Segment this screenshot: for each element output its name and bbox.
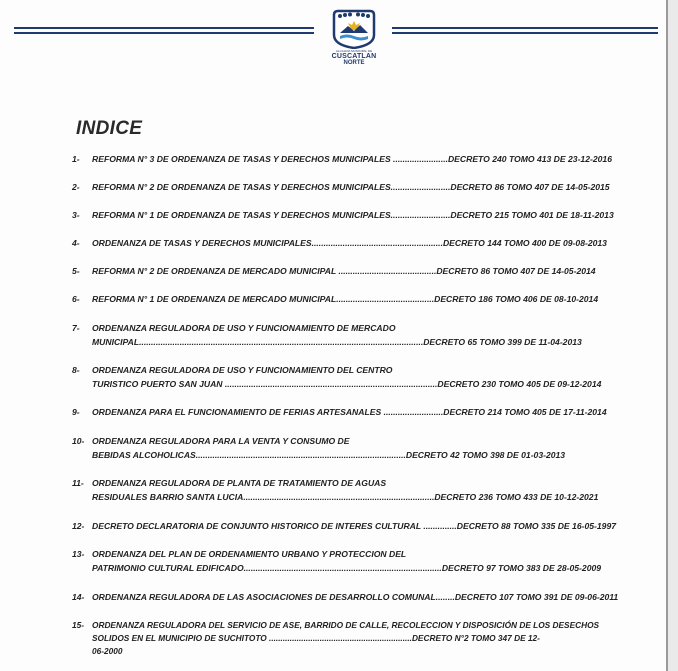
- entry-number: 14-: [72, 592, 85, 602]
- entry-number: 9-: [72, 407, 80, 417]
- entry-text: REFORMA N° 1 DE ORDENANZA DE MERCADO MUNICIPAL.........................................DECRETO 186 TOMO 406 DE 08-10-2014: [92, 294, 599, 304]
- entry-text-cont: PATRIMONIO CULTURAL EDIFICADO...................................................................................DECRETO 97 TOMO 383 DE 28-05-2009: [92, 563, 602, 573]
- entry-number: 12-: [72, 521, 85, 531]
- page-edge: [668, 0, 678, 671]
- entry-text: ORDENANZA PARA EL FUNCIONAMIENTO DE FERIAS ARTESANALES .........................DECRETO 214 TOMO 405 DE 17-11-2014: [92, 407, 607, 417]
- entry-text: ORDENANZA REGULADORA DEL SERVICIO DE ASE, BARRIDO DE CALLE, RECOLECCION Y DISPOSICIÓN DE LOS DESECHOS: [92, 620, 600, 630]
- entry-text: ORDENANZA DE TASAS Y DERECHOS MUNICIPALES.......................................................DECRETO 144 TOMO 400 DE 09-08-2013: [92, 238, 607, 248]
- entry-text: ORDENANZA REGULADORA DE LAS ASOCIACIONES DE DESARROLLO COMUNAL........DECRETO 107 TOMO 391 DE 09-06-2011: [92, 592, 619, 602]
- entry-text-cont: BEBIDAS ALCOHOLICAS........................................................................................DECRETO 42 TOMO 398 DE 01-03-2013: [92, 450, 566, 460]
- entry-number: 2-: [72, 182, 80, 192]
- entry-text: REFORMA N° 3 DE ORDENANZA DE TASAS Y DERECHOS MUNICIPALES .......................DECRETO 240 TOMO 413 DE 23-12-2016: [92, 154, 612, 164]
- entry-number: 5-: [72, 266, 80, 276]
- entry-text: ORDENANZA REGULADORA DE USO Y FUNCIONAMIENTO DEL CENTRO: [92, 365, 393, 375]
- municipal-logo: [326, 9, 382, 73]
- entry-number: 13-: [72, 549, 85, 559]
- entry-number: 11-: [72, 478, 84, 488]
- entry-text: ORDENANZA REGULADORA PARA LA VENTA Y CONSUMO DE: [92, 436, 350, 446]
- logo-name-line1: CUSCATLAN: [331, 53, 377, 60]
- entry-number: 6-: [72, 294, 80, 304]
- header-rule-left: [14, 27, 314, 34]
- page-title: INDICE: [76, 118, 143, 139]
- entry-text: ORDENANZA REGULADORA DE PLANTA DE TRATAMIENTO DE AGUAS: [92, 478, 387, 488]
- entry-number: 4-: [72, 238, 80, 248]
- entry-text-cont: TURISTICO PUERTO SAN JUAN .........................................................................................DECRETO 230 TOMO 405 DE 09-12-2014: [92, 379, 602, 389]
- entry-text: DECRETO DECLARATORIA DE CONJUNTO HISTORICO DE INTERES CULTURAL ..............DECRETO 88 TOMO 335 DE 16-05-1997: [92, 521, 616, 531]
- entry-text: REFORMA N° 1 DE ORDENANZA DE TASAS Y DERECHOS MUNICIPALES.........................DECRETO 215 TOMO 401 DE 18-11-2013: [92, 210, 614, 220]
- entry-number: 1-: [72, 154, 80, 164]
- entry-number: 15-: [72, 620, 84, 630]
- entry-text-cont: RESIDUALES BARRIO SANTA LUCIA................................................................................DECRETO 236 TOMO 433 DE 10-12-2021: [92, 492, 599, 502]
- logo-small-text: ALCALDIA MUNICIPAL DE: [335, 49, 373, 53]
- entry-number: 3-: [72, 210, 80, 220]
- municipal-seal-icon: [330, 9, 378, 49]
- entry-text-cont: 06-2000: [92, 646, 123, 656]
- entry-text: REFORMA N° 2 DE ORDENANZA DE MERCADO MUNICIPAL .........................................DECRETO 86 TOMO 407 DE 14-05-2014: [92, 266, 596, 276]
- entry-number: 7-: [72, 323, 80, 333]
- entry-text-cont: MUNICIPAL.......................................................................................................................DECRETO 65 TOMO 399 DE 11-04-2013: [92, 337, 582, 347]
- header-rule-right: [392, 27, 658, 34]
- entry-text: ORDENANZA DEL PLAN DE ORDENAMIENTO URBANO Y PROTECCION DEL: [92, 549, 407, 559]
- entry-text-cont: SOLIDOS EN EL MUNICIPIO DE SUCHITOTO ..............................................................DECRETO N°2 TOMO 347 DE 12-: [92, 633, 540, 643]
- entry-number: 8-: [72, 365, 80, 375]
- entry-text: ORDENANZA REGULADORA DE USO Y FUNCIONAMIENTO DE MERCADO: [92, 323, 396, 333]
- entry-number: 10-: [72, 436, 85, 446]
- entry-text: REFORMA N° 2 DE ORDENANZA DE TASAS Y DERECHOS MUNICIPALES.........................DECRETO 86 TOMO 407 DE 14-05-2015: [92, 182, 610, 192]
- logo-name-line2: NORTE: [343, 60, 365, 66]
